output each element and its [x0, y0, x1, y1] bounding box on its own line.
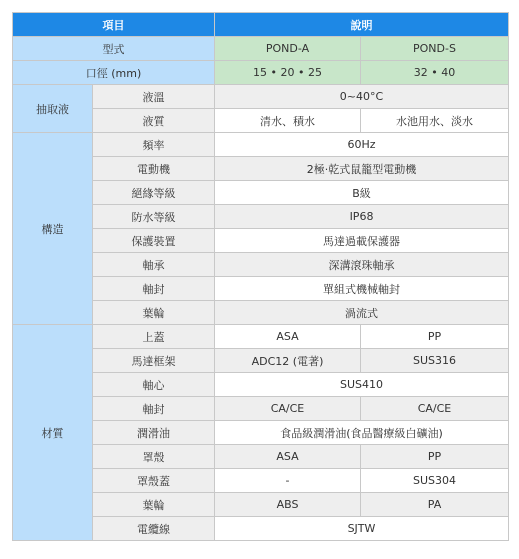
row-value: 2極‧乾式鼠籠型電動機 — [215, 157, 509, 181]
diameter-label: 口徑 (mm) — [13, 61, 215, 85]
row-value-pond-a: 清水、積水 — [215, 109, 361, 133]
model-label: 型式 — [13, 37, 215, 61]
row-value: SUS410 — [215, 373, 509, 397]
row-label: 電動機 — [93, 157, 215, 181]
model-pond-s: POND-S — [361, 37, 509, 61]
row-label: 潤滑油 — [93, 421, 215, 445]
row-value: 0~40°C — [215, 85, 509, 109]
row-value: 食品級潤滑油(食品醫療級白礦油) — [215, 421, 509, 445]
group-structure: 構造 — [13, 133, 93, 325]
header-row — [13, 13, 509, 37]
table-row — [13, 325, 509, 349]
row-value: 馬達過載保護器 — [215, 229, 509, 253]
row-value-pond-s: PA — [361, 493, 509, 517]
spec-table — [12, 12, 509, 541]
header-item: 項目 — [13, 13, 215, 37]
model-pond-a: POND-A — [215, 37, 361, 61]
row-value: SJTW — [215, 517, 509, 541]
row-value: 深溝滾珠軸承 — [215, 253, 509, 277]
row-value-pond-a: CA/CE — [215, 397, 361, 421]
row-label: 防水等級 — [93, 205, 215, 229]
header-description: 說明 — [215, 13, 509, 37]
row-label: 電纜線 — [93, 517, 215, 541]
row-label: 絕緣等級 — [93, 181, 215, 205]
row-label: 罩殼蓋 — [93, 469, 215, 493]
row-value: 60Hz — [215, 133, 509, 157]
row-value-pond-s: PP — [361, 445, 509, 469]
row-label: 軸封 — [93, 397, 215, 421]
row-label: 罩殼 — [93, 445, 215, 469]
row-label: 軸心 — [93, 373, 215, 397]
row-value-pond-a: ABS — [215, 493, 361, 517]
row-value: B級 — [215, 181, 509, 205]
row-value: IP68 — [215, 205, 509, 229]
row-label: 軸封 — [93, 277, 215, 301]
row-value-pond-a: - — [215, 469, 361, 493]
row-value: 單組式機械軸封 — [215, 277, 509, 301]
diameter-pond-a: 15 • 20 • 25 — [215, 61, 361, 85]
row-label: 馬達框架 — [93, 349, 215, 373]
row-label: 葉輪 — [93, 493, 215, 517]
row-value-pond-s: PP — [361, 325, 509, 349]
diameter-pond-s: 32 • 40 — [361, 61, 509, 85]
row-label: 液質 — [93, 109, 215, 133]
row-value-pond-a: ADC12 (電著) — [215, 349, 361, 373]
group-liquid: 抽取液 — [13, 85, 93, 133]
row-value-pond-s: SUS316 — [361, 349, 509, 373]
diameter-row — [13, 61, 509, 85]
row-label: 頻率 — [93, 133, 215, 157]
row-label: 保護裝置 — [93, 229, 215, 253]
group-material: 材質 — [13, 325, 93, 541]
table-row — [13, 85, 509, 109]
row-value-pond-a: ASA — [215, 325, 361, 349]
row-value-pond-s: 水池用水、淡水 — [361, 109, 509, 133]
row-label: 葉輪 — [93, 301, 215, 325]
model-row — [13, 37, 509, 61]
row-value: 渦流式 — [215, 301, 509, 325]
row-label: 液溫 — [93, 85, 215, 109]
table-row — [13, 133, 509, 157]
row-label: 上蓋 — [93, 325, 215, 349]
row-value-pond-s: SUS304 — [361, 469, 509, 493]
row-value-pond-s: CA/CE — [361, 397, 509, 421]
row-label: 軸承 — [93, 253, 215, 277]
row-value-pond-a: ASA — [215, 445, 361, 469]
